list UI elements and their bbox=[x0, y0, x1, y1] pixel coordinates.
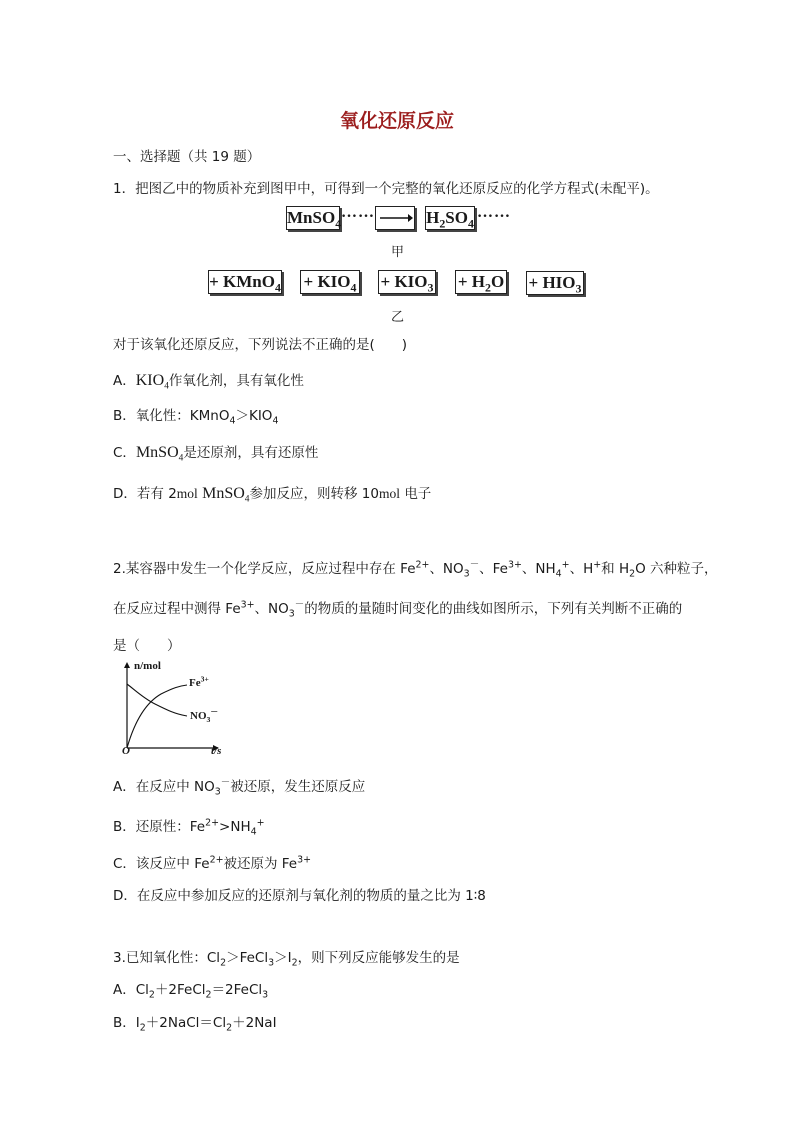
q3-option-a[interactable]: A．$Cl_2+2FeCl_2=2FeCl_3$ bbox=[113, 982, 269, 1001]
fig-jia-h2so4-box: $H_2SO_4$ bbox=[426, 208, 474, 231]
graph-xlabel: t/s bbox=[211, 745, 222, 757]
fig-yi-box-h2o: + $H_2O$ bbox=[455, 270, 507, 294]
graph-origin: O bbox=[122, 745, 130, 757]
q1-stem: 1．把图乙中的物质补充到图甲中，可得到一个完整的氧化还原反应的化学方程式(未配平)。 bbox=[113, 181, 659, 197]
fig-yi-box-kio4: + $KIO_4$ bbox=[300, 270, 360, 294]
q1-question: 对于该氧化还原反应，下列说法不正确的是( ) bbox=[113, 337, 408, 353]
q2-stem-line-3: 是（ ） bbox=[113, 638, 181, 654]
fig-yi-box-kmno4: + KMnO$_4$ bbox=[209, 272, 281, 295]
graph-no3-label: $NO_3^-$ bbox=[190, 707, 219, 725]
y-axis-arrow-icon bbox=[124, 662, 130, 668]
graph-fe3-label: $Fe^{3+}$ bbox=[189, 674, 209, 689]
q2-option-d[interactable]: D．在反应中参加反应的还原剂与氧化剂的物质的量之比为 1∶8 bbox=[113, 888, 486, 904]
fig-jia-mnso4-box: MnSO$_4$ bbox=[287, 208, 342, 231]
fig-yi-box-kio3: + $KIO_3$ bbox=[378, 270, 436, 294]
fig-jia-arrow-box bbox=[375, 206, 415, 230]
fig-jia-dots-1: …… bbox=[341, 204, 375, 221]
q1-option-c[interactable]: C．MnSO$_4$是还原剂，具有还原性 bbox=[113, 444, 319, 464]
curve-no3 bbox=[127, 684, 187, 716]
page-title: 氧化还原反应 bbox=[339, 110, 454, 132]
section-heading: 一、选择题（共 19 题） bbox=[113, 149, 261, 165]
q2-stem-line-1: 2.某容器中发生一个化学反应，反应过程中存在 $Fe^{2+}$、$NO_3^-$、$Fe^{3+}$、$NH_4^+$、H+和 $H_2O$ 六种粒子， bbox=[113, 559, 718, 580]
fig-jia-dots-2: …… bbox=[477, 204, 511, 221]
q1-option-b[interactable]: B．氧化性：$KMnO_4>KIO_4$ bbox=[113, 408, 279, 427]
q2-option-b[interactable]: B．还原性：$Fe^{2+}>NH_4^+$ bbox=[113, 817, 265, 838]
q2-graph bbox=[115, 660, 230, 760]
q3-option-b[interactable]: B．$I_2+2NaCl=Cl_2+2NaI$ bbox=[113, 1015, 277, 1034]
q1-option-a[interactable]: A．$KIO_4$作氧化剂，具有氧化性 bbox=[113, 372, 304, 392]
q1-option-d[interactable]: D．若有 2mol MnSO$_4$参加反应，则转移 10mol 电子 bbox=[113, 485, 432, 505]
fig-yi-box-hio3: + $HIO_3$ bbox=[526, 271, 584, 295]
q2-stem-line-2: 在反应过程中测得 $Fe^{3+}$、$NO_3^-$的物质的量随时间变化的曲线如图所示，下列有关判断不正确的 bbox=[113, 599, 683, 620]
graph-ylabel: n/mol bbox=[134, 660, 161, 672]
fig-jia-caption: 甲 bbox=[391, 245, 405, 260]
arrow-right-icon bbox=[376, 207, 414, 229]
fig-yi-caption: 乙 bbox=[391, 310, 405, 325]
curve-fe3 bbox=[127, 685, 187, 748]
q2-option-c[interactable]: C．该反应中 $Fe^{2+}$被还原为 $Fe^{3+}$ bbox=[113, 854, 312, 872]
q2-option-a[interactable]: A．在反应中 $NO_3^-$被还原，发生还原反应 bbox=[113, 777, 366, 798]
q3-stem: 3.已知氧化性：$Cl_2>FeCl_3>I_2$，则下列反应能够发生的是 bbox=[113, 950, 460, 969]
